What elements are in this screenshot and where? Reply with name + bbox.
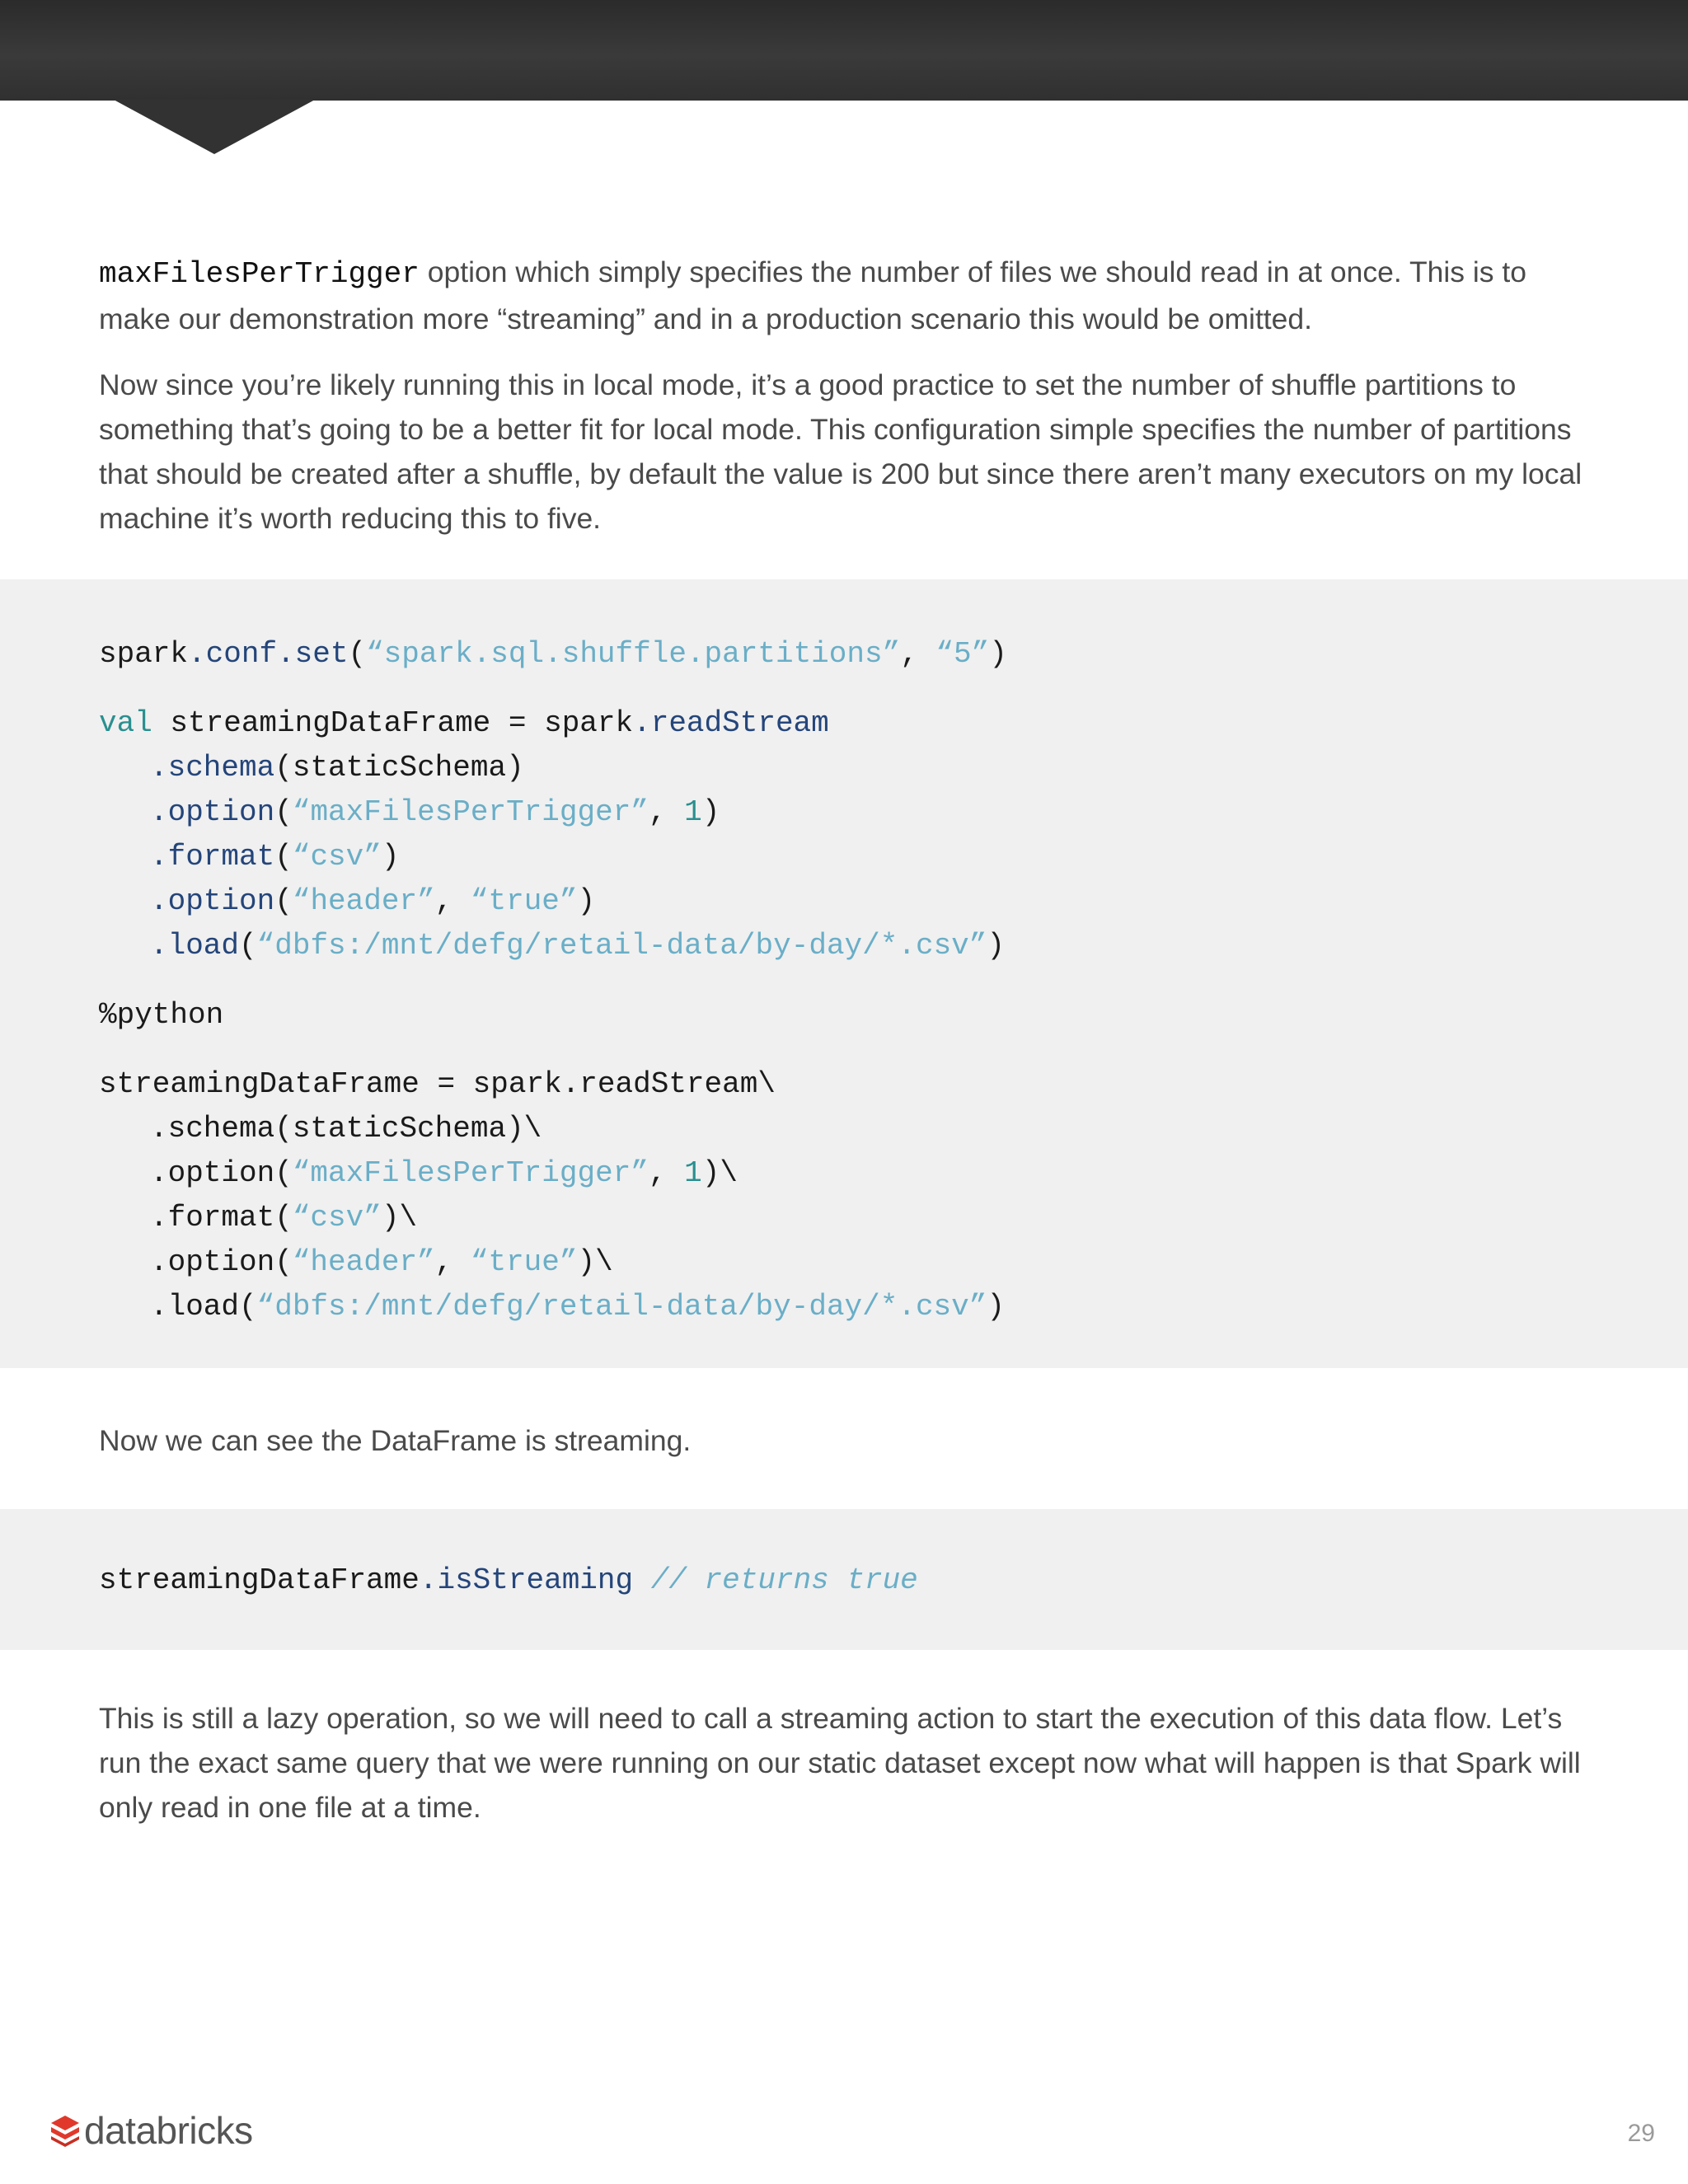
logo-wordmark: databricks <box>84 2109 253 2152</box>
paragraph-4: This is still a lazy operation, so we will need to call a streaming action to start the execution of this data flow. Let’s run the exact same query that we were running on our static dataset except now what will happen is that Spark will only read in one file at a time. <box>99 1702 1581 1824</box>
code-line: .option(“header”, “true”) <box>150 884 596 918</box>
code-line: .load(“dbfs:/mnt/defg/retail-data/by-day/*.csv”) <box>150 929 1005 963</box>
code-line: spark.conf.set(“spark.sql.shuffle.partitions”, “5”) <box>99 637 1007 671</box>
code-line: .schema(staticSchema) <box>150 751 524 785</box>
header-notch <box>114 100 315 154</box>
paragraph-3: Now we can see the DataFrame is streaming. <box>99 1424 692 1457</box>
code-line: .format(“csv”)\ <box>150 1201 418 1235</box>
code-line: .option(“header”, “true”)\ <box>150 1245 613 1279</box>
code-block-isstreaming <box>0 1509 1688 1650</box>
code-line: streamingDataFrame = spark.readStream\ <box>99 1067 776 1101</box>
code-line: val streamingDataFrame = spark.readStream <box>99 706 829 740</box>
paragraph-2: Now since you’re likely running this in local mode, it’s a good practice to set the number of shuffle partitions to something that’s going to be a better fit for local mode. This configuration simple specifies the number of partitions that should be created after a shuffle, by default the value is 200 but since there aren’t many executors on my local machine it’s worth reducing this to five. <box>99 368 1582 535</box>
code-line: .schema(staticSchema)\ <box>150 1112 542 1146</box>
paragraph-1-text: option which simply specifies the number of files we should read in at once. This is to make our demonstration more “streaming” and in a production scenario this would be omitted. <box>99 255 1526 335</box>
header-banner <box>0 0 1688 101</box>
page-number: 29 <box>1627 2120 1655 2147</box>
code-block-scala-python <box>0 579 1688 1368</box>
databricks-logo <box>49 2110 253 2151</box>
paragraph-1 <box>99 250 1582 341</box>
code-line: .option(“maxFilesPerTrigger”, 1)\ <box>150 1156 738 1190</box>
code-line: .option(“maxFilesPerTrigger”, 1) <box>150 795 720 829</box>
code-line: .format(“csv”) <box>150 840 400 874</box>
code-line: .load(“dbfs:/mnt/defg/retail-data/by-day/*.csv”) <box>150 1290 1005 1324</box>
databricks-logo-icon <box>49 2114 81 2147</box>
code-line: streamingDataFrame.isStreaming // returns true <box>99 1563 918 1597</box>
code-line: %python <box>99 998 224 1032</box>
inline-code-maxfiles: maxFilesPerTrigger <box>99 257 420 291</box>
